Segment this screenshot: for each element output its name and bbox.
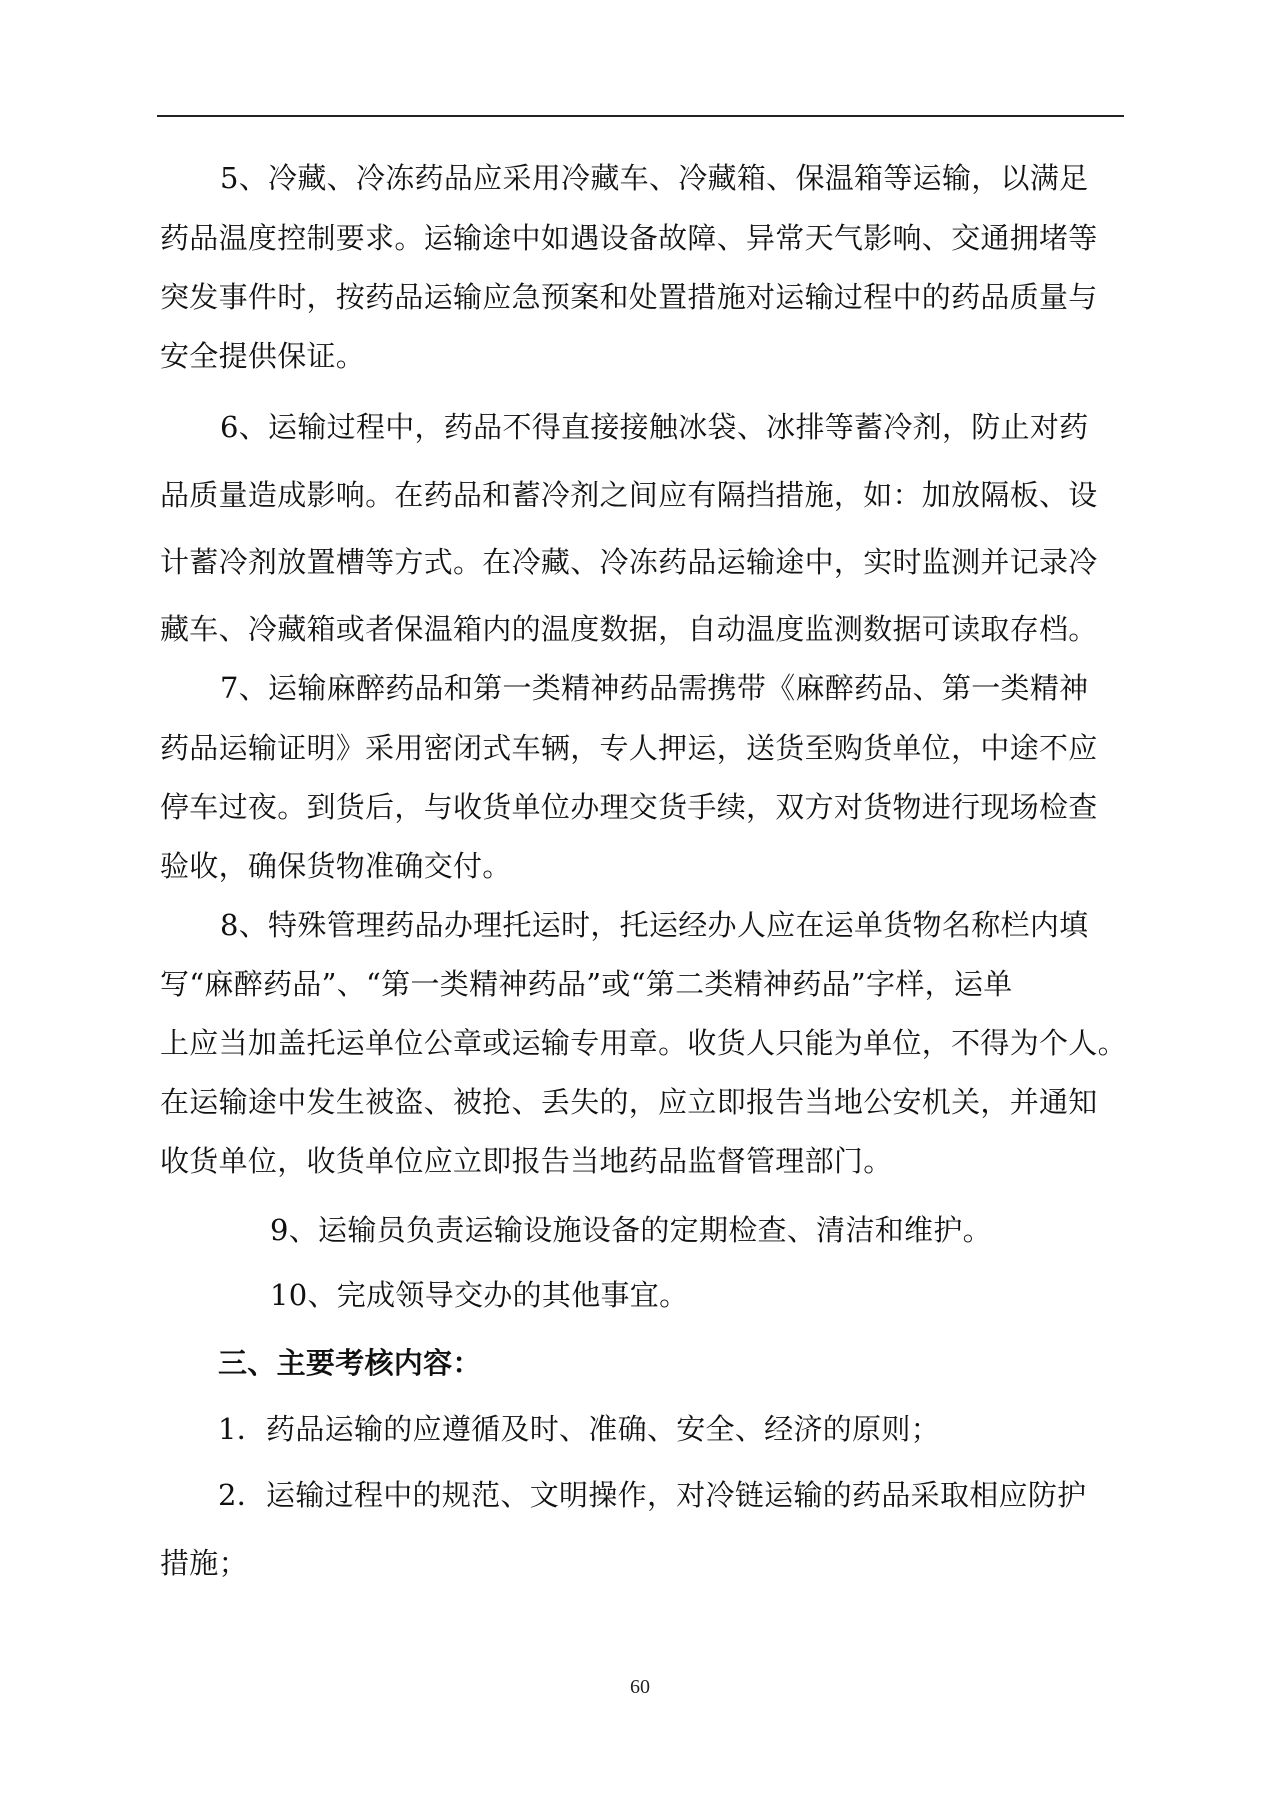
para-8-line-1: 8、特殊管理药品办理托运时，托运经办人应在运单货物名称栏内填 [220,908,1089,942]
para-8-line-5: 收货单位，收货单位应立即报告当地药品监督管理部门。 [160,1144,893,1178]
para-8-line-3: 上应当加盖托运单位公章或运输专用章。收货人只能为单位，不得为个人。 [160,1026,1127,1060]
para-5-line-3: 突发事件时，按药品运输应急预案和处置措施对运输过程中的药品质量与 [160,280,1098,314]
para-6-line-1: 6、运输过程中，药品不得直接接触冰袋、冰排等蓄冷剂，防止对药 [220,410,1089,444]
page-number: 60 [630,1676,650,1698]
assessment-item-2-line-1: 2．运输过程中的规范、文明操作，对冷链运输的药品采取相应防护 [218,1478,1087,1512]
para-7-line-4: 验收，确保货物准确交付。 [160,849,512,883]
para-9-line-1: 9、运输员负责运输设施设备的定期检查、清洁和维护。 [270,1213,992,1247]
para-6-line-3: 计蓄冷剂放置槽等方式。在冷藏、冷冻药品运输途中，实时监测并记录冷 [160,545,1098,579]
para-5-line-4: 安全提供保证。 [160,339,366,373]
para-7-line-3: 停车过夜。到货后，与收货单位办理交货手续，双方对货物进行现场检查 [160,790,1098,824]
para-8-line-2: 写“麻醉药品”、“第一类精神药品”或“第二类精神药品”字样，运单 [160,967,1013,1001]
para-10-line-1: 10、完成领导交办的其他事宜。 [270,1278,689,1312]
assessment-item-2-line-2: 措施； [160,1546,248,1580]
section-heading-assessment: 三、主要考核内容： [218,1346,482,1380]
para-7-line-1: 7、运输麻醉药品和第一类精神药品需携带《麻醉药品、第一类精神 [220,671,1089,705]
para-6-line-2: 品质量造成影响。在药品和蓄冷剂之间应有隔挡措施，如：加放隔板、设 [160,478,1098,512]
para-8-line-4: 在运输途中发生被盗、被抢、丢失的，应立即报告当地公安机关，并通知 [160,1085,1098,1119]
header-rule [157,115,1124,117]
para-7-line-2: 药品运输证明》采用密闭式车辆，专人押运，送货至购货单位，中途不应 [160,731,1098,765]
para-6-line-4: 藏车、冷藏箱或者保温箱内的温度数据，自动温度监测数据可读取存档。 [160,612,1098,646]
assessment-item-1: 1．药品运输的应遵循及时、准确、安全、经济的原则； [218,1412,940,1446]
para-5-line-1: 5、冷藏、冷冻药品应采用冷藏车、冷藏箱、保温箱等运输，以满足 [220,161,1089,195]
para-5-line-2: 药品温度控制要求。运输途中如遇设备故障、异常天气影响、交通拥堵等 [160,221,1098,255]
